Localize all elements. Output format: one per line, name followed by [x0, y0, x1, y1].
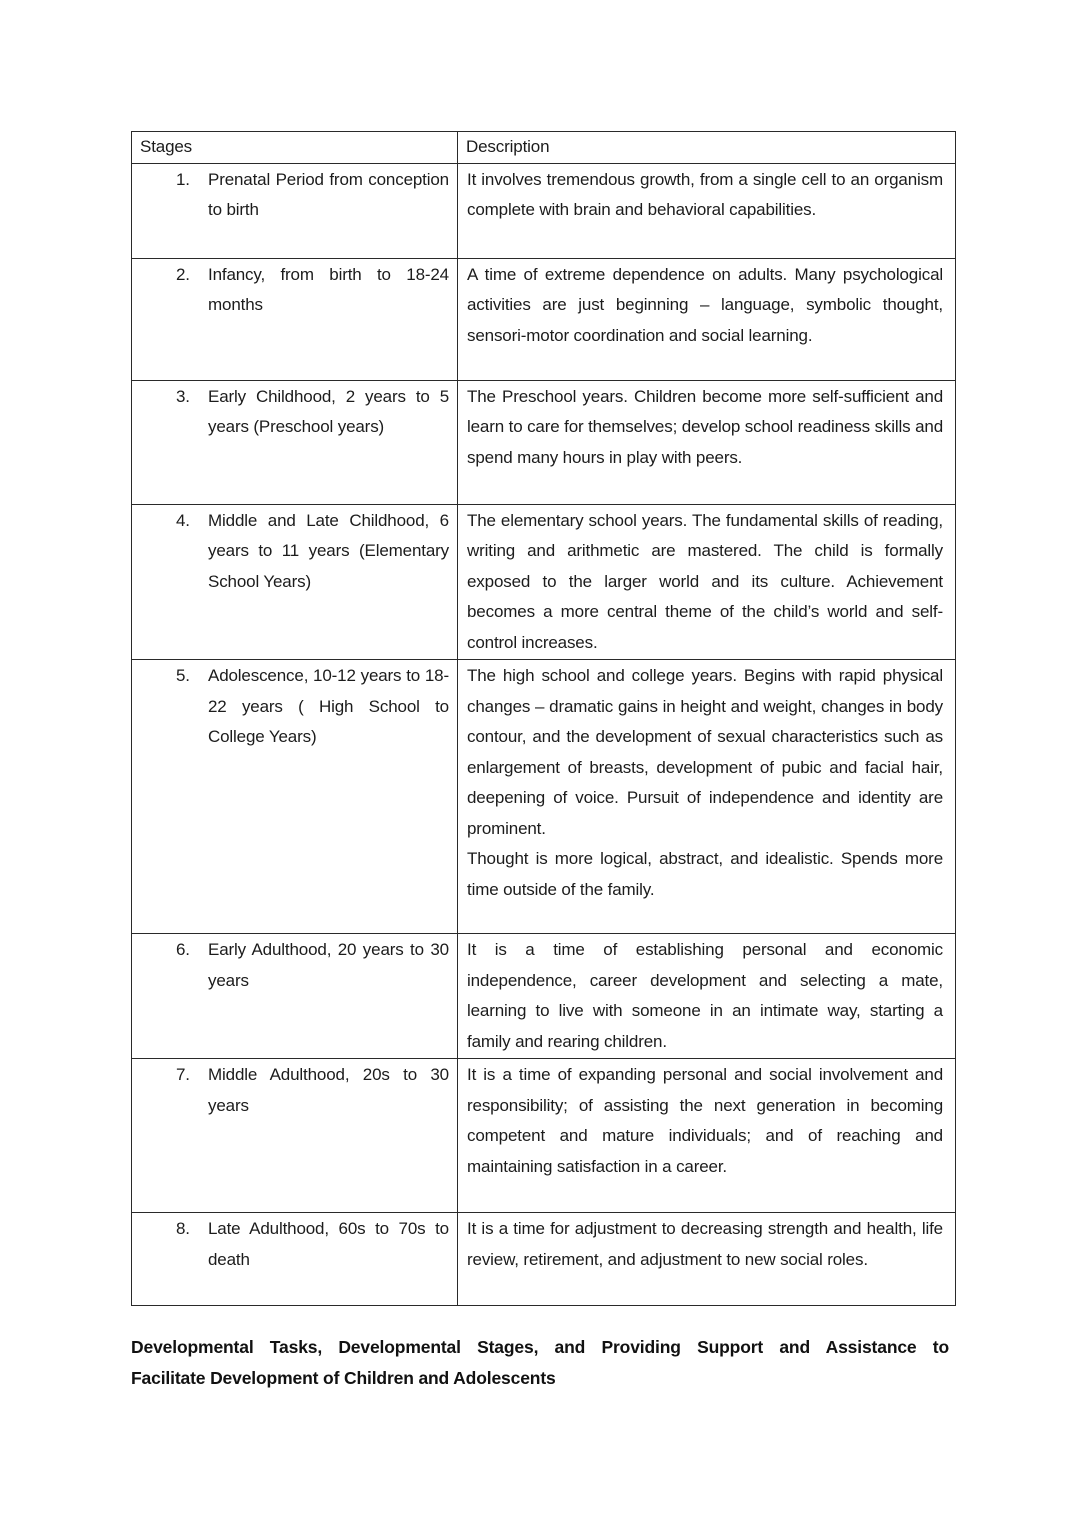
- column-header-stages: Stages: [132, 132, 458, 164]
- stage-cell: [132, 258, 458, 380]
- stage-label: Early Childhood, 2 years to 5 years (Preschool years): [208, 386, 449, 436]
- developmental-stages-table: [131, 131, 956, 1306]
- stage-cell: [132, 1213, 458, 1306]
- stage-label: Middle and Late Childhood, 6 years to 11 years (Elementary School Years): [208, 510, 449, 591]
- stage-list-item: [132, 1214, 449, 1275]
- stage-list-item: [132, 935, 449, 996]
- stage-list-item: [132, 260, 449, 321]
- stage-list-item: [132, 661, 449, 753]
- stage-label: Prenatal Period from conception to birth: [208, 169, 449, 219]
- stage-number: 8.: [176, 1219, 190, 1238]
- stage-label: Late Adulthood, 60s to 70s to death: [208, 1219, 449, 1269]
- stage-description: It is a time for adjustment to decreasing strength and health, life review, retirement, and adjustment to new social roles.: [467, 1219, 943, 1269]
- stage-number: 7.: [176, 1065, 190, 1084]
- column-header-description: Description: [458, 132, 956, 164]
- stage-cell: [132, 934, 458, 1059]
- stage-number: 5.: [176, 666, 190, 685]
- description-cell: [458, 934, 956, 1059]
- stage-cell: [132, 660, 458, 934]
- description-cell: [458, 163, 956, 258]
- stage-description: A time of extreme dependence on adults. Many psychological activities are just beginning – language, symbolic thought, sensori-motor coordination and social learning.: [467, 264, 943, 345]
- stage-description: The Preschool years. Children become more self-sufficient and learn to care for themselves; develop school readiness skills and spend many hours in play with peers.: [467, 386, 943, 467]
- stage-number: 2.: [176, 264, 190, 284]
- section-heading-line-2: Facilitate Development of Children and Adolescents: [131, 1368, 556, 1388]
- section-heading-line-1: Developmental Tasks, Developmental Stages, and Providing Support and Assistance to: [131, 1337, 949, 1357]
- stage-list-item: [132, 506, 449, 598]
- stage-description: The elementary school years. The fundamental skills of reading, writing and arithmetic are mastered. The child is formally exposed to the larger world and its culture. Achievement becomes a more central theme of the child’s world and self-control increases.: [467, 510, 943, 652]
- table-row: [132, 163, 956, 258]
- description-cell: [458, 1213, 956, 1306]
- stage-label: Middle Adulthood, 20s to 30 years: [208, 1065, 449, 1115]
- stage-number: 1.: [176, 169, 190, 189]
- stage-list-item: [132, 1060, 449, 1121]
- stage-number: 4.: [176, 510, 190, 530]
- stage-description: The high school and college years. Begins with rapid physical changes – dramatic gains in height and weight, changes in body contour, and the development of sexual characteristics such as enlargement of breasts, development of pubic and facial hair, deepening of voice. Pursuit of independence and identity are prominent.: [467, 666, 943, 838]
- stage-label: Infancy, from birth to 18-24 months: [208, 264, 449, 314]
- stage-description: It is a time of expanding personal and social involvement and responsibility; of assisting the next generation in becoming competent and mature individuals; and of reaching and maintaining satisfaction in a career.: [467, 1065, 943, 1176]
- stage-number: 6.: [176, 940, 190, 959]
- stage-description: It is a time of establishing personal and economic independence, career development and selecting a mate, learning to live with someone in an intimate way, starting a family and rearing children.: [467, 940, 943, 1051]
- description-cell: [458, 504, 956, 660]
- description-cell: [458, 660, 956, 934]
- table-row: [132, 1213, 956, 1306]
- description-cell: [458, 258, 956, 380]
- section-heading: [131, 1332, 949, 1394]
- stage-list-item: [132, 165, 449, 226]
- table-header-row: [132, 132, 956, 164]
- description-cell: [458, 380, 956, 504]
- stage-list-item: [132, 382, 449, 443]
- table-row: [132, 1059, 956, 1213]
- description-cell: [458, 1059, 956, 1213]
- stage-label: Early Adulthood, 20 years to 30 years: [208, 940, 449, 990]
- stage-cell: [132, 504, 458, 660]
- table-row: [132, 258, 956, 380]
- table-row: [132, 504, 956, 660]
- stage-description-paragraph-2: Thought is more logical, abstract, and idealistic. Spends more time outside of the family.: [467, 849, 943, 899]
- stage-description: It involves tremendous growth, from a single cell to an organism complete with brain and behavioral capabilities.: [467, 169, 943, 219]
- stage-number: 3.: [176, 386, 190, 406]
- table-row: [132, 380, 956, 504]
- stage-cell: [132, 1059, 458, 1213]
- stage-cell: [132, 380, 458, 504]
- table-row: [132, 660, 956, 934]
- stage-cell: [132, 163, 458, 258]
- table-row: [132, 934, 956, 1059]
- stage-label: Adolescence, 10-12 years to 18-22 years ( High School to College Years): [208, 666, 449, 746]
